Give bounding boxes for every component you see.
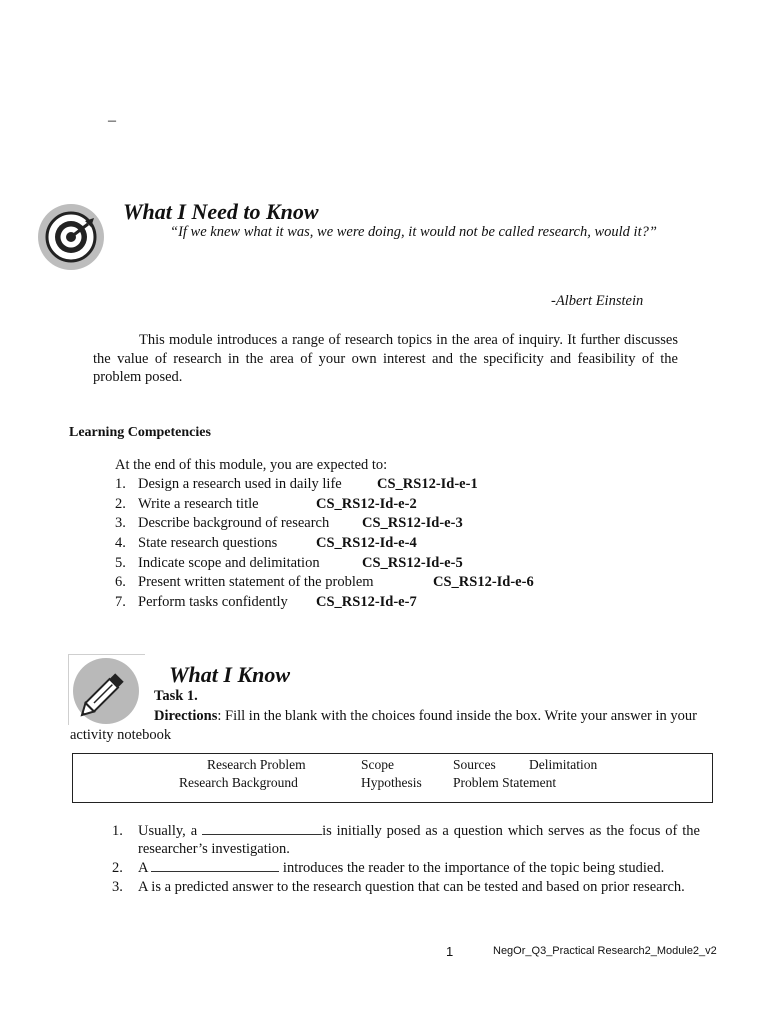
question-number: 3. — [112, 879, 123, 895]
intro-paragraph-text: This module introduces a range of research topics in the area of inquiry. It further discusses the value of research in the area of your own interest and the specificity and feasibility of the problem posed. — [93, 332, 678, 385]
question-number: 1. — [112, 823, 123, 839]
list-item — [115, 574, 715, 594]
question-text-before: A — [138, 860, 152, 876]
answer-blank[interactable] — [151, 860, 279, 872]
item-text: Perform tasks confidently — [138, 594, 288, 611]
list-item — [115, 515, 715, 535]
list-item — [115, 594, 715, 614]
competencies-intro: At the end of this module, you are expected to: — [115, 457, 388, 473]
item-number: 7. — [115, 594, 126, 611]
item-code: CS_RS12-Id-e-4 — [316, 535, 417, 552]
competencies-list — [115, 476, 715, 614]
item-text: Indicate scope and delimitation — [138, 554, 320, 571]
question-text-after: is a predicted answer to the research question that can be tested and based on prior research. — [151, 879, 685, 895]
choice-item: Research Background — [179, 775, 298, 790]
question-text-after: introduces the reader to the importance of the topic being studied. — [282, 860, 665, 876]
item-text: Present written statement of the problem — [138, 574, 374, 591]
page-number: 1 — [446, 944, 454, 959]
questions-list — [112, 822, 700, 897]
list-item — [112, 859, 700, 877]
item-number: 6. — [115, 574, 126, 591]
answer-blank[interactable] — [202, 823, 322, 835]
competencies-heading: Learning Competencies — [69, 425, 211, 440]
list-item — [115, 535, 715, 555]
item-code: CS_RS12-Id-e-1 — [377, 476, 478, 492]
list-item — [115, 496, 715, 516]
question-text-after: is initially posed as a question which serves as the focus of the researcher’s investigation. — [138, 823, 700, 857]
item-number: 4. — [115, 535, 126, 552]
directions-label: Directions — [154, 708, 218, 724]
list-item — [112, 822, 700, 858]
item-code: CS_RS12-Id-e-3 — [362, 515, 463, 532]
choice-item: Delimitation — [529, 757, 598, 772]
choice-item: Hypothesis — [361, 775, 422, 790]
item-text: Write a research title — [138, 495, 259, 512]
stray-dash: – — [108, 112, 116, 129]
item-number: 3. — [115, 515, 126, 532]
task-label: Task 1. — [154, 688, 198, 704]
item-code: CS_RS12-Id-e-2 — [316, 495, 417, 512]
intro-paragraph — [93, 331, 678, 387]
section-title-what-i-need-to-know: What I Need to Know — [123, 199, 319, 224]
list-item — [115, 555, 715, 575]
item-number: 5. — [115, 554, 126, 571]
quote-author: -Albert Einstein — [551, 293, 644, 309]
item-number: 1. — [115, 476, 126, 492]
item-number: 2. — [115, 495, 126, 512]
choice-item: Scope — [361, 757, 394, 772]
target-icon — [38, 204, 104, 270]
list-item — [112, 878, 700, 896]
quote-text: “If we knew what it was, we were doing, it would not be called research, would it?” — [170, 224, 657, 240]
document-id: NegOr_Q3_Practical Research2_Module2_v2 — [493, 945, 717, 957]
item-code: CS_RS12-Id-e-6 — [433, 574, 534, 591]
list-item — [115, 476, 715, 496]
item-code: CS_RS12-Id-e-5 — [362, 554, 463, 571]
question-text-before: Usually, a — [138, 823, 203, 839]
choice-item: Sources — [453, 757, 496, 772]
question-text-before: A — [138, 879, 152, 895]
item-text: State research questions — [138, 535, 278, 552]
section-title-what-i-know: What I Know — [169, 662, 291, 687]
choice-item: Research Problem — [207, 757, 306, 772]
item-text: Design a research used in daily life — [138, 476, 342, 492]
item-text: Describe background of research — [138, 515, 330, 532]
item-code: CS_RS12-Id-e-7 — [316, 594, 417, 611]
directions-text: : Fill in the blank with the choices found inside the box. Write your answer in your activity notebook — [70, 708, 697, 743]
question-number: 2. — [112, 860, 123, 876]
directions — [70, 707, 730, 744]
choice-item: Problem Statement — [453, 775, 557, 790]
